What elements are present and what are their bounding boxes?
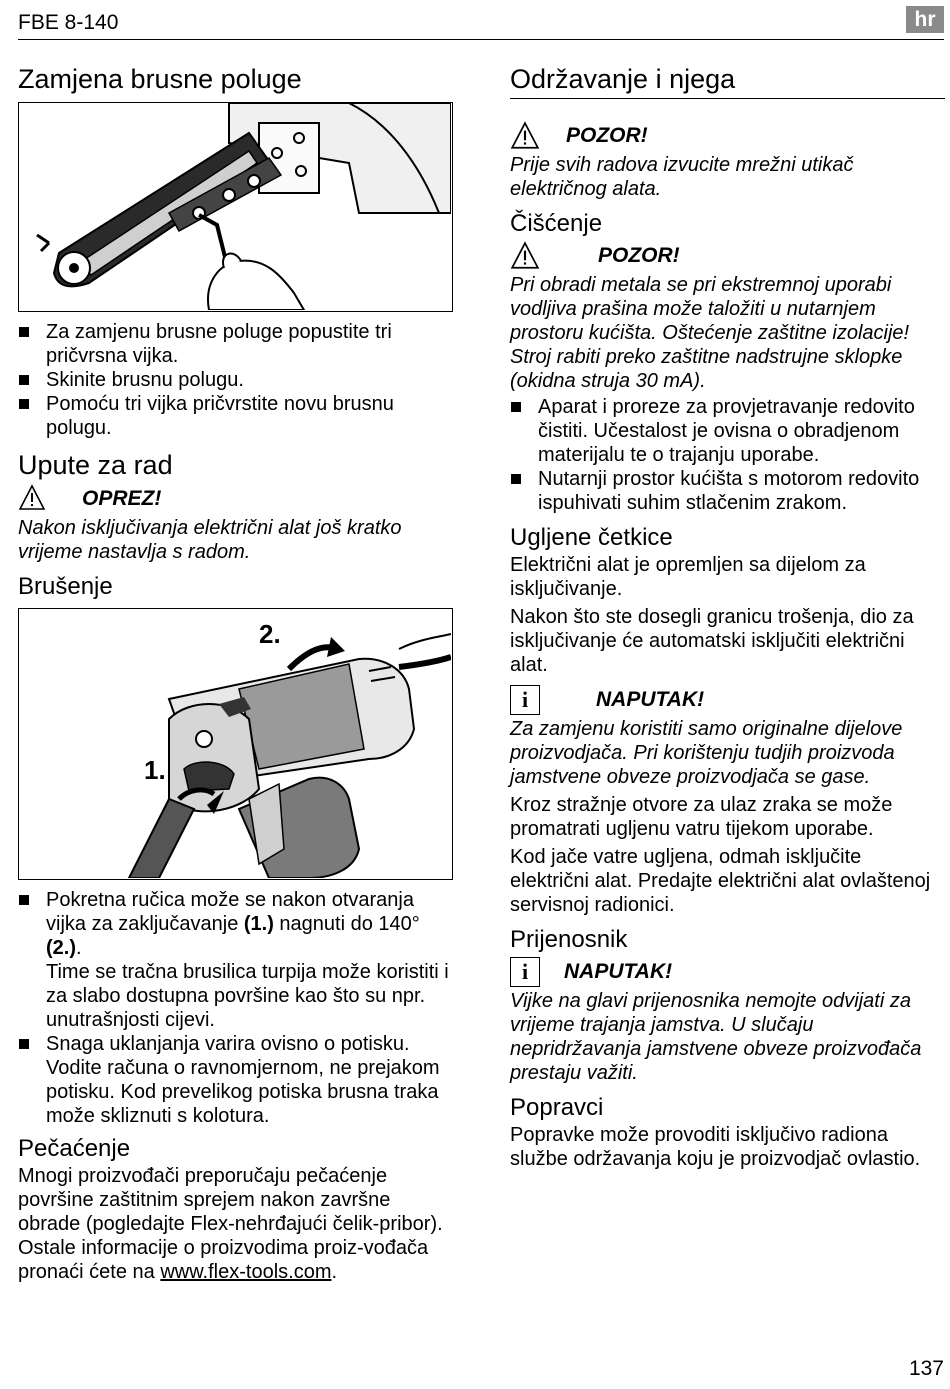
list-item: Pomoću tri vijka pričvrstite novu brusnu polugu. [18,392,453,440]
right-column [510,62,945,1171]
note-label: NAPUTAK! [564,960,673,983]
warning-triangle-icon [18,484,50,514]
sealing-text: . [331,1261,338,1283]
warning-text: Pri obradi metala se pri ekstremnoj uporabi vodljiva prašina može taložiti u nutarnjem prostoru kućišta. Oštećenje zaštitne izolacije! Stroj rabiti preko zaštitne nadstrujne sklopke (okidna struja 30 mA). [510,274,910,392]
grinding-text: nagnuti do 140° [273,913,420,935]
figure-lever-replacement [18,102,453,312]
list-item: Aparat i proreze za provjetravanje redovito čistiti. Učestalost je ovisna o obradjenom materijalu te o trajanju uporabe. [510,395,945,467]
note-label: NAPUTAK! [596,688,705,711]
section-title-cleaning: Čišćenje [510,210,603,237]
grinding-text: . [76,937,82,959]
info-icon: i [510,685,540,715]
note-block-1 [510,683,945,789]
lever-illustration [19,103,451,310]
step-ref-2: (2.) [46,937,76,959]
note-text: Vijke na glavi prijenosnika nemojte odvijati za vrijeme trajanja jamstva. U slučaju nepridržavanja jamstvene obveze proizvođača prestaju važiti. [510,990,922,1084]
grinding-text: Time se tračna brusilica turpija može koristiti i za slabo dostupna površine kao što su npr. unutrašnjosti cijevi. [46,961,449,1031]
warning-label: POZOR! [598,244,680,267]
list-item: Skinite brusnu polugu. [18,368,453,392]
flex-tools-link[interactable]: www.flex-tools.com [160,1261,332,1283]
caution-label: OPREZ! [82,487,162,510]
section-title-grinding: Brušenje [18,573,113,600]
page-header [18,0,944,40]
sealing-text: Ostale informacije o proizvodima proiz-vođača pronaći ćete na [18,1237,429,1283]
figure-grinding [18,608,453,880]
brush-paragraph-2: Nakon što ste dosegli granicu trošenja, dio za isključivanje će automatski isključiti električni alat. [510,606,914,676]
section-title-sealing: Pečaćenje [18,1135,131,1162]
language-badge: hr [906,6,944,33]
page-number: 137 [908,1357,944,1380]
section-title-gearbox: Prijenosnik [510,926,628,953]
brush-paragraph-3: Kroz stražnje otvore za ulaz zraka se može promatrati ugljenu vatru tijekom uporabe. [510,794,893,840]
grinding-illustration [19,609,451,878]
sealing-paragraph-2 [18,1236,453,1284]
warning-label: POZOR! [566,124,648,147]
note-text: Za zamjenu koristiti samo originalne dijelove proizvodjača. Pri korištenju tudjih proizvoda jamstvene obveze proizvodjača se gase. [510,718,903,788]
figure-label-1: 1. [144,755,166,785]
section-title-carbon-brushes: Ugljene četkice [510,524,673,551]
warning-block-2 [510,239,945,393]
grinding-text: Pokretna ručica može se nakon otvaranja vijka za zaključavanje [46,889,414,935]
model-name: FBE 8-140 [18,11,119,34]
caution-text: Nakon isključivanja električni alat još kratko vrijeme nastavlja s radom. [18,517,402,563]
brush-paragraph-1: Električni alat je opremljen sa dijelom za isključivanje. [510,554,866,600]
list-item [18,888,453,1032]
warning-triangle-icon [510,241,542,271]
caution-block [18,482,453,564]
lever-steps-list [18,320,453,440]
section-title-instructions: Upute za rad [18,450,173,480]
step-ref-1: (1.) [243,913,274,935]
note-block-2 [510,955,945,1085]
warning-text: Prije svih radova izvucite mrežni utikač električnog alata. [510,154,854,200]
list-item: Snaga uklanjanja varira ovisno o potisku. Vodite računa o ravnomjernom, ne prejakom potisku. Kod prevelikog potiska brusna traka može skliznuti s kolotura. [18,1032,453,1128]
cleaning-list [510,395,945,515]
list-item: Nutarnji prostor kućišta s motorom redovito ispuhivati suhim stlačenim zrakom. [510,467,945,515]
figure-label-2: 2. [259,619,281,649]
warning-block-1 [510,119,945,201]
list-item: Za zamjenu brusne poluge popustite tri pričvrsna vijka. [18,320,453,368]
grinding-list [18,888,453,1128]
info-icon: i [510,957,540,987]
sealing-paragraph-1: Mnogi proizvođači preporučaju pečaćenje površine zaštitnim sprejem nakon završne obrade (pogledajte Flex-nehrđajući čelik-pribor). [18,1165,443,1235]
brush-paragraph-4: Kod jače vatre ugljena, odmah isključite električni alat. Predajte električni alat ovlaštenoj servisnoj radionici. [510,846,931,916]
section-title-repairs: Popravci [510,1094,604,1121]
section-title-maintenance: Održavanje i njega [510,62,945,99]
left-column [18,62,453,1284]
warning-triangle-icon [510,121,542,151]
repair-paragraph: Popravke može provoditi isključivo radiona službe održavanja koju je proizvodjač ovlastio. [510,1124,921,1170]
section-title-lever: Zamjena brusne poluge [18,64,302,94]
